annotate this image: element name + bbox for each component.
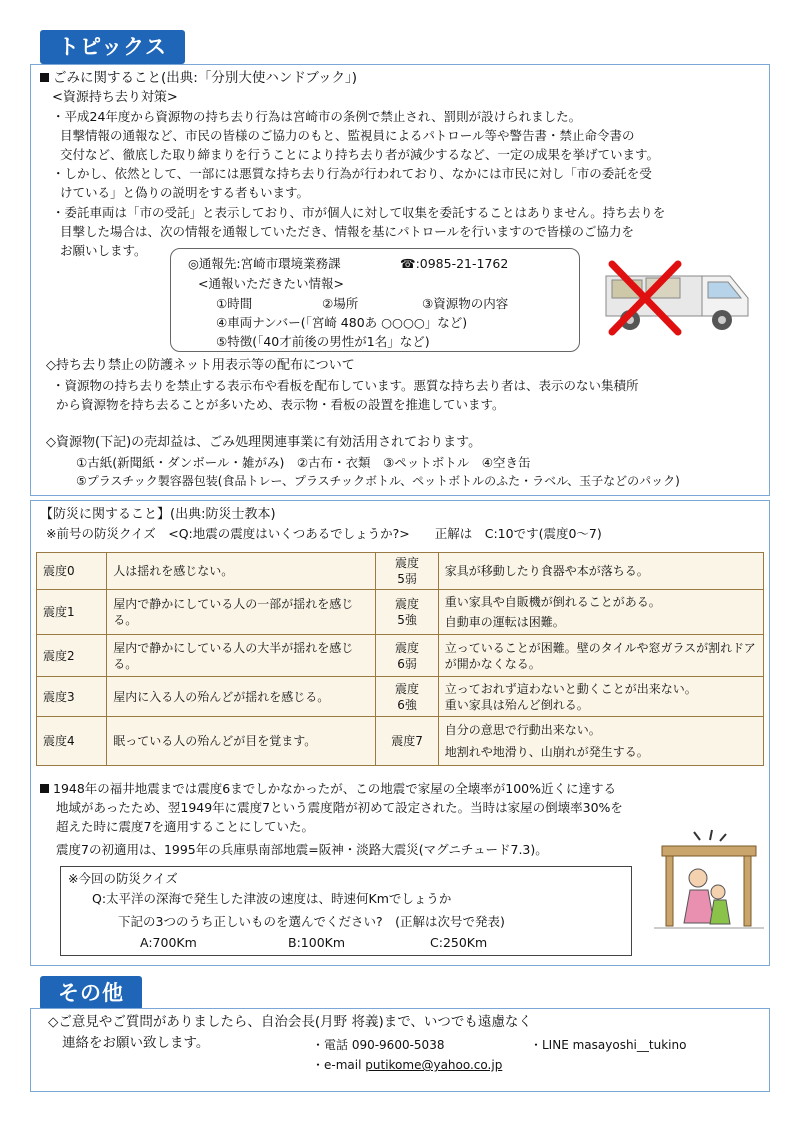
garbage-line: ・しかし、依然として、一部には悪質な持ち去り行為が行われており、なかには市民に対し「市の委託を受 [52, 166, 652, 181]
intensity-description: 眠っている人の殆んどが目を覚ます。 [107, 717, 376, 766]
intensity-description: 家具が移動したり食器や本が落ちる。 [438, 553, 763, 590]
intensity-level: 震度4 [37, 717, 107, 766]
history-line: 地域があったため、翌1949年に震度7という震度階が初めて設定された。当時は家屋の倒壊率30%を [56, 800, 623, 815]
report-contact: ◎通報先:宮崎市環境業務課 [188, 256, 341, 271]
other-line-2: 連絡をお願い致します。 [62, 1035, 210, 1051]
net-line: ・資源物の持ち去りを禁止する表示布や看板を配布しています。悪質な持ち去り者は、表示のない集積所 [52, 378, 639, 393]
quiz-title: ※今回の防災クイズ [68, 871, 178, 886]
table-row [37, 635, 764, 677]
table-row [37, 717, 764, 766]
shelter-under-table-icon [654, 828, 764, 938]
history-line: 1948年の福井地震までは震度6までしかなかったが、この地震で家屋の全壊率が100%近くに達する [40, 780, 616, 797]
seismic-intensity-table [36, 552, 764, 766]
table-row [37, 553, 764, 590]
intensity-level: 震度 6強 [376, 677, 438, 717]
intensity-level: 震度7 [376, 717, 438, 766]
contact-email [312, 1057, 502, 1074]
intensity-level: 震度 6弱 [376, 635, 438, 677]
email-label: ・e-mail [312, 1058, 362, 1072]
history-line: 震度7の初適用は、1995年の兵庫県南部地震=阪神・淡路大震災(マグニチュード7.3)。 [56, 842, 548, 857]
garbage-line: ・平成24年度から資源物の持ち去り行為は宮崎市の条例で禁止され、罰則が設けられました。 [52, 109, 582, 124]
net-title: ◇持ち去り禁止の防護ネット用表示等の配布について [46, 358, 355, 373]
garbage-title: ごみに関すること(出典:「分別大使ハンドブック」) [40, 70, 357, 87]
other-header: その他 [40, 976, 142, 1010]
intensity-description: 屋内に入る人の殆んどが揺れを感じる。 [107, 677, 376, 717]
intensity-level: 震度0 [37, 553, 107, 590]
contact-line: ・LINE masayoshi__tukino [530, 1038, 687, 1052]
report-item-5: ⑤特徴(「40才前後の男性が1名」など) [216, 334, 430, 349]
garbage-line: けている」と偽りの説明をする者もいます。 [60, 185, 310, 200]
intensity-description: 人は揺れを感じない。 [107, 553, 376, 590]
intensity-description: 立っておれず這わないと動くことが出来ない。 重い家具は殆んど倒れる。 [438, 677, 763, 717]
quiz-option-c: C:250Km [430, 935, 488, 950]
intensity-level: 震度 5弱 [376, 553, 438, 590]
intensity-level: 震度1 [37, 590, 107, 635]
garbage-line: ・委託車両は「市の受託」と表示しており、市が個人に対して収集を委託することはありません。持ち去りを [52, 205, 666, 220]
intensity-description: 重い家具や自販機が倒れることがある。 自動車の運転は困難。 [438, 590, 763, 635]
garbage-line: お願いします。 [60, 243, 147, 258]
report-item-1: ①時間 [216, 296, 253, 311]
garbage-line: 目撃した場合は、次の情報を通報していただき、情報を基にパトロールを行いますので皆様のご協力を [60, 224, 635, 239]
quiz-option-a: A:700Km [140, 935, 197, 950]
table-row [37, 677, 764, 717]
disaster-title: 【防災に関すること】(出典:防災士教本) [40, 507, 276, 522]
intensity-description: 立っていることが困難。壁のタイルや窓ガラスが割れドアが開かなくなる。 [438, 635, 763, 677]
intensity-level: 震度 5強 [376, 590, 438, 635]
intensity-description: 自分の意思で行動出来ない。 地割れや地滑り、山崩れが発生する。 [438, 717, 763, 766]
report-item-2: ②場所 [322, 296, 359, 311]
previous-quiz-answer: ※前号の防災クイズ <Q:地震の震度はいくつあるでしょうか?> 正解は C:10です(震度0〜7) [46, 526, 602, 541]
contact-phone: ・電話 090-9600-5038 [312, 1038, 445, 1052]
history-line: 超えた時に震度7を適用することにしていた。 [56, 819, 314, 834]
intensity-level: 震度3 [37, 677, 107, 717]
garbage-line: 交付など、徹底した取り締まりを行うことにより持ち去り者が減少するなど、一定の成果を挙げています。 [60, 147, 660, 162]
garbage-subtitle: <資源持ち去り対策> [52, 90, 178, 105]
report-phone: ☎:0985-21-1762 [400, 256, 509, 271]
report-item-4: ④車両ナンバー(「宮崎 480あ ○○○○」など) [216, 315, 468, 330]
intensity-description: 屋内で静かにしている人の一部が揺れを感じる。 [107, 590, 376, 635]
prohibited-truck-icon [598, 258, 760, 342]
quiz-option-b: B:100Km [288, 935, 346, 950]
report-item-3: ③資源物の内容 [422, 296, 509, 311]
proceeds-title: ◇資源物(下記)の売却益は、ごみ処理関連事業に有効活用されております。 [46, 435, 482, 450]
email-link[interactable]: putikome@yahoo.co.jp [365, 1058, 503, 1072]
table-row [37, 590, 764, 635]
quiz-instructions: 下記の3つのうち正しいものを選んでください? (正解は次号で発表) [118, 914, 505, 929]
other-line-1: ◇ご意見やご質問がありましたら、自治会長(月野 将義)まで、いつでも遠慮なく [48, 1014, 532, 1030]
garbage-line: 目撃情報の通報など、市民の皆様のご協力のもと、監視員によるパトロール等や警告書・禁止命令書の [60, 128, 635, 143]
net-line: から資源物を持ち去ることが多いため、表示物・看板の設置を推進しています。 [56, 397, 505, 412]
topics-header: トピックス [40, 30, 185, 64]
quiz-question: Q:太平洋の深海で発生した津波の速度は、時速何Kmでしょうか [92, 891, 452, 906]
proceeds-line-2: ⑤プラスチック製容器包装(食品トレー、プラスチックボトル、ペットボトルのふた・ラベル、玉子などのパック) [76, 474, 680, 488]
proceeds-line-1: ①古紙(新聞紙・ダンボール・雑がみ) ②古布・衣類 ③ペットボトル ④空き缶 [76, 455, 531, 470]
intensity-level: 震度2 [37, 635, 107, 677]
report-heading: <通報いただきたい情報> [198, 276, 344, 291]
intensity-description: 屋内で静かにしている人の大半が揺れを感じる。 [107, 635, 376, 677]
